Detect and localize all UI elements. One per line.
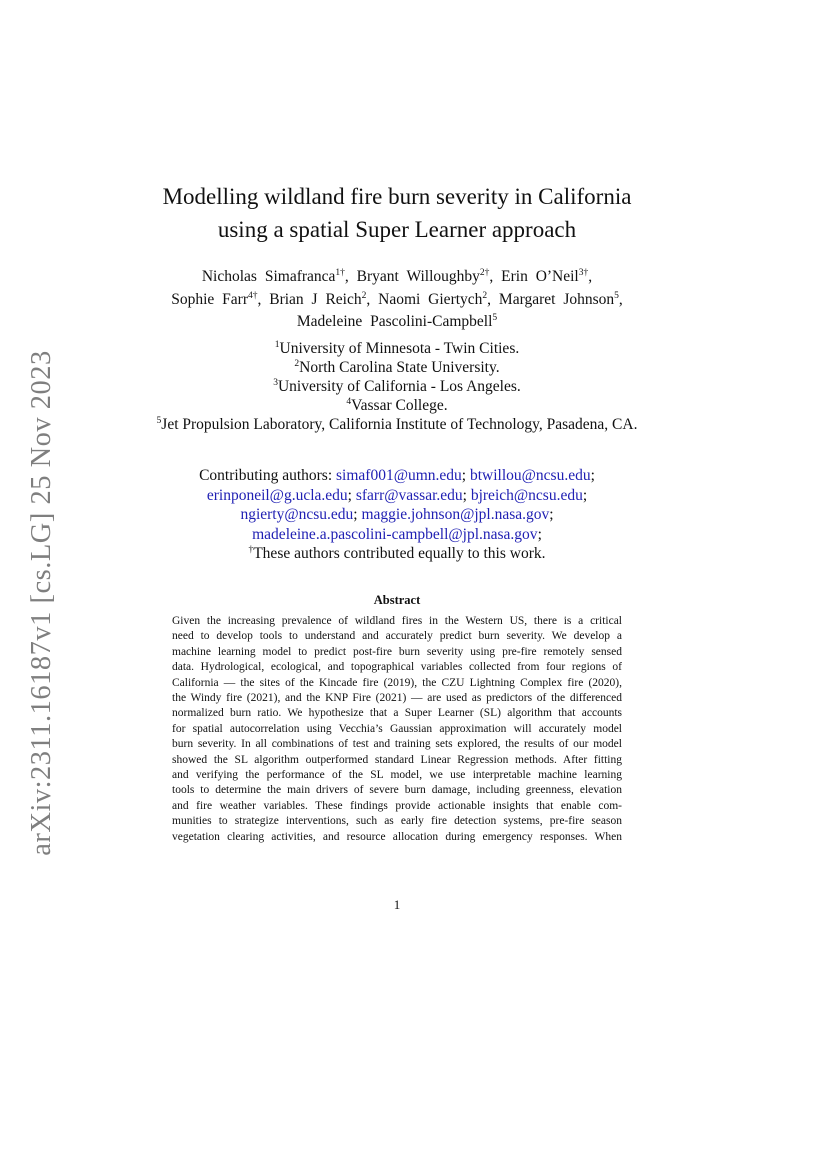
author-affiliation-mark: 1†: [335, 268, 345, 278]
author-affiliation-mark: 2: [361, 290, 367, 301]
author-separator: ,: [344, 268, 349, 285]
author-separator: ,: [257, 290, 262, 308]
author-separator: ,: [487, 290, 492, 308]
abstract-line: showed the SL algorithm outperformed standard Linear Regression methods. After fitting: [172, 753, 622, 766]
contact-line: ngierty@ncsu.edu; maggie.johnson@jpl.nasa.gov;: [240, 506, 554, 523]
arxiv-identifier: arXiv:2311.16187v1 [cs.LG] 25 Nov 2023: [26, 350, 57, 856]
affiliation-number: 3: [273, 378, 278, 388]
author-name: Madeleine Pascolini-Campbell: [296, 313, 493, 330]
abstract-heading: Abstract: [373, 593, 421, 607]
author-list: [0, 266, 794, 334]
author-name: Sophie Farr: [171, 290, 248, 308]
abstract-line: tools to determine the main drivers of severe burn damage, including greenness, elevation: [172, 784, 622, 797]
paper-title: [0, 180, 794, 246]
author-line: [0, 266, 794, 289]
author-affiliation-mark: 4†: [248, 290, 258, 301]
abstract-line: and fire weather variables. These findings provide actionable insights that enable com-: [172, 799, 622, 812]
author-name: Brian J Reich: [269, 290, 362, 308]
title-line: using a spatial Super Learner approach: [217, 217, 577, 242]
author-name: Naomi Giertych: [378, 290, 483, 308]
email-link[interactable]: ngierty@ncsu.edu: [240, 506, 354, 523]
abstract-line: normalized burn ratio. We hypothesize that a Super Learner (SL) algorithm that accounts: [172, 707, 622, 720]
email-link[interactable]: maggie.johnson@jpl.nasa.gov: [361, 506, 550, 523]
author-line: [0, 311, 794, 334]
abstract-line: data. Hydrological, ecological, and topographical variables collected from four regions of: [172, 661, 622, 674]
equal-contribution-text: These authors contributed equally to this work.: [253, 545, 546, 562]
author-affiliation-mark: 3†: [578, 268, 589, 278]
abstract-line: for spatial autocorrelation using Vecchia’s Gaussian approximation will accurately model: [172, 722, 622, 735]
email-link[interactable]: madeleine.a.pascolini-campbell@jpl.nasa.gov: [252, 525, 538, 543]
author-affiliation-mark: 5: [614, 290, 619, 301]
author-name: Nicholas Simafranca: [201, 268, 336, 285]
affiliation-number: 1: [274, 340, 280, 350]
author-name: Bryant Willoughby: [356, 268, 480, 285]
affiliation: [0, 415, 794, 434]
affiliation-number: 5: [156, 416, 162, 426]
title-line: Modelling wildland fire burn severity in California: [162, 184, 632, 209]
contact-line: Contributing authors: simaf001@umn.edu; btwillou@ncsu.edu;: [199, 467, 595, 484]
author-separator: ,: [618, 290, 623, 308]
affiliation-number: 2: [294, 359, 300, 369]
author-separator: ,: [489, 268, 494, 285]
abstract-line: munities to strategize interventions, such as early fire detection systems, pre-fire season: [172, 815, 622, 828]
author-name: Margaret Johnson: [498, 290, 615, 308]
page-number: 1: [393, 897, 401, 912]
abstract-line: California — the sites of the Kincade fire (2019), the CZU Lightning Complex fire (2020),: [172, 676, 622, 689]
email-link[interactable]: erinponeil@g.ucla.edu: [206, 486, 348, 504]
affiliation-text: North Carolina State University.: [299, 359, 500, 376]
affiliation-text: University of Minnesota - Twin Cities.: [279, 340, 520, 357]
author-name: Erin O’Neil: [501, 268, 579, 285]
email-link[interactable]: sfarr@vassar.edu: [355, 486, 463, 504]
affiliation-text: Vassar College.: [351, 397, 448, 414]
abstract-line: need to develop tools to understand and accurately predict burn severity. We develop a: [172, 630, 622, 643]
author-line: [0, 289, 794, 312]
affiliation-list: [0, 339, 794, 434]
affiliation: [0, 396, 794, 415]
abstract-line: machine learning model to predict post-fire burn severity using pre-fire remotely sensed: [172, 645, 622, 658]
affiliation: [0, 358, 794, 377]
abstract-line: and verifying the performance of the SL model, we use interpretable machine learning: [172, 769, 622, 782]
email-link[interactable]: bjreich@ncsu.edu: [470, 486, 583, 504]
dagger-mark: †: [248, 545, 254, 555]
abstract-line: burn severity. In all combinations of test and training sets explored, the results of our model: [172, 738, 622, 751]
abstract-line: vegetation clearing activities, and resource allocation during emergency responses. When: [172, 830, 622, 843]
affiliation-text: University of California - Los Angeles.: [277, 378, 521, 395]
author-separator: ,: [366, 290, 371, 308]
abstract-line: the Windy fire (2021), and the KNP Fire (2021) — are used as predictors of the differenced: [172, 692, 622, 705]
author-affiliation-mark: 5: [492, 313, 498, 323]
affiliation-text: Jet Propulsion Laboratory, California Institute of Technology, Pasadena, CA.: [161, 416, 638, 433]
equal-contribution-note: [0, 544, 794, 564]
email-link[interactable]: btwillou@ncsu.edu: [469, 467, 591, 484]
abstract-line: Given the increasing prevalence of wildland fires in the Western US, there is a critical: [172, 615, 622, 627]
contact-line: erinponeil@g.ucla.edu; sfarr@vassar.edu; bjreich@ncsu.edu;: [206, 486, 588, 504]
author-affiliation-mark: 2: [482, 290, 488, 301]
contact-line: madeleine.a.pascolini-campbell@jpl.nasa.gov;: [252, 525, 542, 543]
abstract-body: [172, 614, 622, 845]
contributing-authors: [0, 466, 794, 564]
affiliation-number: 4: [346, 397, 352, 407]
author-affiliation-mark: 2†: [479, 268, 490, 278]
affiliation: [0, 377, 794, 396]
contributing-label: Contributing authors:: [199, 467, 333, 484]
affiliation: [0, 339, 794, 358]
email-link[interactable]: simaf001@umn.edu: [336, 467, 462, 484]
author-separator: ,: [588, 268, 593, 285]
